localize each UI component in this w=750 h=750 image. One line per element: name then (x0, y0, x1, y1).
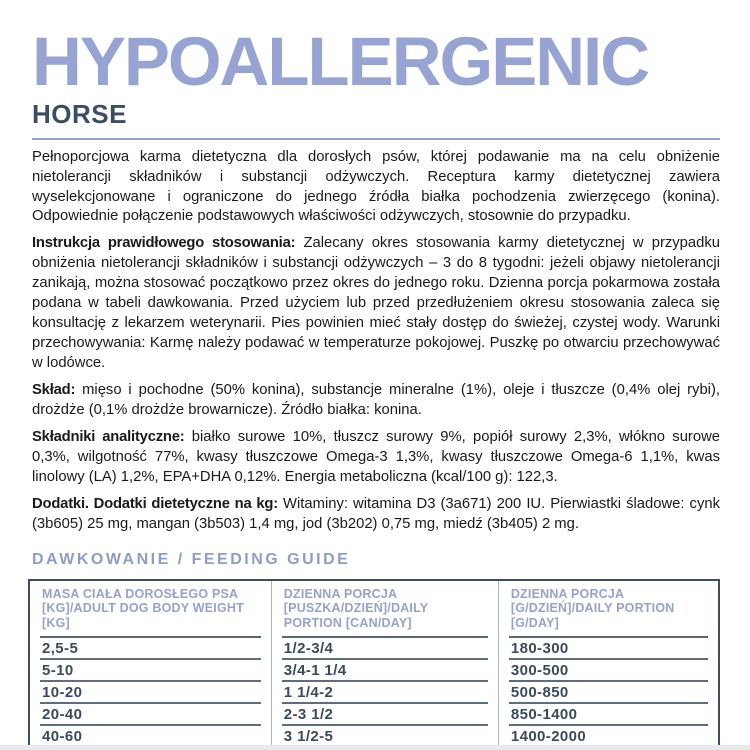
paragraph-lead: Składniki analityczne: (32, 429, 185, 446)
paragraph-lead: Skład: (32, 382, 76, 399)
table-cell: 20-40 (30, 704, 271, 726)
column-daily-portion-cans (271, 581, 498, 748)
feeding-guide-table (28, 579, 720, 750)
table-cell: 2-3 1/2 (272, 704, 498, 726)
header-divider (32, 138, 720, 140)
table-cell: 300-500 (499, 660, 718, 682)
paragraph-lead: Instrukcja prawidłowego stosowania: (32, 235, 296, 252)
paragraph-text: białko surowe 10%, tłuszcz surowy 9%, popiół surowy 2,3%, włókno surowe 0,3%, wilgotność 77%, kwasy tłuszczowe Omega-3 1,3%, kwasy tłuszczowe Omega-6 1,1%, kwas linolowy (LA) 1,2%, EPA+DHA 0,12%. Energia metaboliczna (kcal/100 g): 122,3. (32, 429, 720, 486)
table-cell: 2,5-5 (30, 638, 271, 660)
table-cell: 850-1400 (499, 704, 718, 726)
paragraph-lead: Dodatki. Dodatki dietetyczne na kg: (32, 496, 278, 513)
column-header-daily-portion-cans: DZIENNA PORCJA [PUSZKA/DZIEŃ]/DAILY PORTION [CAN/DAY] (272, 581, 498, 638)
paragraph-text: mięso i pochodne (50% konina), substancje mineralne (1%), oleje i tłuszcze (0,4% olej rybi), drożdże (0,1% drożdże browarnicze). Źródło białka: konina. (32, 382, 720, 419)
paragraph-text: Witaminy: witamina D3 (3a671) 200 IU. Pierwiastki śladowe: cynk (3b605) 25 mg, mangan (3b503) 1,4 mg, jod (3b202) 0,75 mg, miedź (3b405) 2 mg. (32, 496, 720, 533)
paragraph-text: Zalecany okres stosowania karmy dietetycznej w przypadku obniżenia nietolerancji składników i substancji odżywczych – 3 do 8 tygodni: jeżeli objawy nietolerancji zanikają, można stosować początkowo przez okres do jednego roku. Dzienna porcja pokarmowa została podana w tabeli dawkowania. Przed użyciem lub przed przedłużeniem okresu stosowania zaleca się konsultację z lekarzem weterynarii. Pies powinien mieć stały dostęp do świeżej, czystej wody. Warunki przechowywania: Karmę należy podawać w temperaturze pokojowej. Puszkę po otwarciu przechowywać w lodówce. (32, 235, 720, 372)
table-cell: 3 1/2-5 (283, 727, 334, 745)
table-cell: 5-10 (30, 660, 271, 682)
feeding-guide-heading: DAWKOWANIE / FEEDING GUIDE (32, 551, 351, 569)
table-cell: 1 1/4-2 (272, 682, 498, 704)
paragraph-composition (32, 381, 720, 421)
table-cell: 40-60 (42, 727, 83, 745)
column-body-weight (30, 581, 271, 748)
table-cell: 1400-2000 (510, 727, 587, 745)
table-cell: 500-850 (499, 682, 718, 704)
paragraph-description (32, 148, 720, 228)
product-variant: HORSE (32, 98, 127, 129)
column-header-body-weight: MASA CIAŁA DOROSŁEGO PSA [KG]/ADULT DOG BODY WEIGHT [KG] (30, 581, 271, 638)
paragraph-analytical-constituents (32, 428, 720, 488)
column-header-daily-portion-grams: DZIENNA PORCJA [G/DZIEŃ]/DAILY PORTION [G/DAY] (499, 581, 718, 638)
label-text-block (32, 148, 720, 535)
paragraph-usage-instructions (32, 234, 720, 374)
page-edge-shadow (0, 745, 750, 750)
table-cell: 180-300 (499, 638, 718, 660)
product-title: HYPOALLERGENIC (32, 23, 649, 100)
paragraph-text: Pełnoporcjowa karma dietetyczna dla dorosłych psów, której podawanie ma na celu obniżenie nietolerancji składników i substancji odżywczych. Receptura karmy dietetycznej zawiera wyselekcjonowane i ograniczone do jednego źródła białka pochodzenia zwierzęcego (konina). Odpowiednie połączenie podstawowych właściwości odżywczych, stosownie do przypadku. (32, 148, 720, 225)
column-daily-portion-grams (498, 581, 718, 748)
table-cell: 10-20 (30, 682, 271, 704)
table-cell: 1/2-3/4 (272, 638, 498, 660)
table-cell: 3/4-1 1/4 (272, 660, 498, 682)
paragraph-additives (32, 495, 720, 535)
